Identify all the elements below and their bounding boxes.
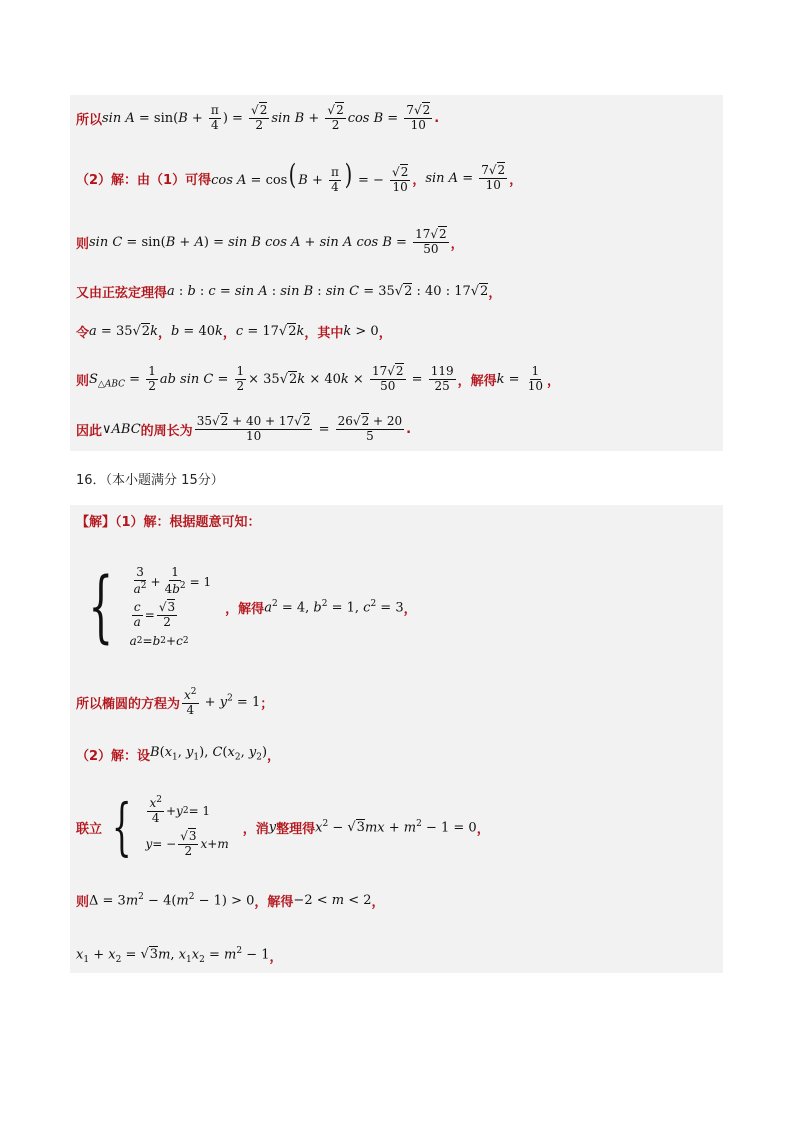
line-sinA: 所以 sin A = sin(B + $\frac{\pi}{4}$ ) = $\frac{√2}{2}$ sin B + $\frac{√2}{2}$ cos B = $\frac{7√2}{10}$ . xyxy=(76,102,440,132)
question-16-label: 16．（本小题满分 15分） xyxy=(76,472,224,488)
line-sine-law: 又由正弦定理得 a : b : c = sin A : sin B : sin C = 35√2 : 40 : 17√2 ， xyxy=(76,283,502,301)
line-system-1: { $\frac{3}{a^2}$ + $\frac{1}{4b^2}$ = 1 $\frac{c}{a}$ = $\frac{√3}{2}$ a 2 = b 2 + c 2 ，解得 $a^2 = 4$, $b^2 = 1$, $c^2 = 3$ ， xyxy=(88,562,417,652)
math-area: $S_{\triangle ABC}$ = $\frac{1}{2}$ ab sin C = $\frac{1}{2}$ × 35√2k × 40k × $\frac{17√2}{50}$ = $\frac{119}{25}$ xyxy=(89,363,454,393)
line-ellipse-equation: 所以椭圆的方程为 $\frac{x^2}{4}$ + $y^2 = 1$ ； xyxy=(76,686,274,717)
math-ellipse: $\frac{x^2}{4}$ + $y^2 = 1$ xyxy=(184,686,261,717)
math-sinC: sin C = sin(B + A) = sin B cos A + sin A cos B = $\frac{17√2}{50}$ xyxy=(89,226,447,256)
line-let-k: 令 a = 35√2k ， b = 40k ， c = 17√2k ，其中 k > 0 ， xyxy=(76,323,392,341)
math-points: $B(x_1$, $y_1$), $C(x_2$, $y_2$) xyxy=(150,745,268,763)
line-cosA: （2）解：由（1）可得 cos A = cos( B + $\frac{\pi}{4}$ ) = − $\frac{√2}{10}$ ， sin A = $\frac{7√2}{10}$ ， xyxy=(76,158,523,195)
math-vieta: $x_1 + x_2 = √3m$, $x_1x_2 = m^2 - 1$ xyxy=(76,945,270,965)
math-sine-law: a : b : c = sin A : sin B : sin C = 35√2 : 40 : 17√2 xyxy=(167,283,489,299)
line-set-points: （2）解：设 $B(x_1$, $y_1$), $C(x_2$, $y_2$) ， xyxy=(76,745,281,764)
math-perimeter: $\frac{35√2 + 40 + 17√2}{10}$ = $\frac{26√2 + 20}{5}$ xyxy=(196,413,403,443)
line-area: 则 $S_{\triangle ABC}$ = $\frac{1}{2}$ ab sin C = $\frac{1}{2}$ × 35√2k × 40k × $\frac{17√2}{50}$ = $\frac{119}{25}$ ，解得 k = $\frac{1}{10}$ ， xyxy=(76,363,560,393)
line-solution-intro: 【解】（1）解：根据题意可知： xyxy=(76,514,261,530)
equation-system-2: $\frac{x^2}{4}$ + y 2 = 1 y = − $\frac{√3}{2}$ x + m xyxy=(145,795,229,858)
math-discriminant: $\Delta = 3m^2 - 4(m^2 - 1) > 0$ xyxy=(89,891,255,909)
line-system-2: 联立 { $\frac{x^2}{4}$ + y 2 = 1 y = − $\frac{√3}{2}$ x + m ，消 y 整理得 $x^2 - √3mx + m^2 - 1 = 0$ ， xyxy=(76,790,490,863)
equation-system-1: $\frac{3}{a^2}$ + $\frac{1}{4b^2}$ = 1 $\frac{c}{a}$ = $\frac{√3}{2}$ a 2 = b 2 + c 2 xyxy=(129,565,212,648)
left-brace-icon: { xyxy=(111,790,132,863)
math-cosA: cos A = cos( B + $\frac{\pi}{4}$ ) = − $\frac{√2}{10}$ xyxy=(211,158,409,195)
left-brace-icon: { xyxy=(88,562,114,652)
line-perimeter: 因此 ∨ABC 的周长为 $\frac{35√2 + 40 + 17√2}{10}$ = $\frac{26√2 + 20}{5}$ . xyxy=(76,413,412,443)
line-vieta: $x_1 + x_2 = √3m$, $x_1x_2 = m^2 - 1$ ， xyxy=(76,945,283,965)
math-sinA-2: sin A = $\frac{7√2}{10}$ xyxy=(425,162,506,192)
line-discriminant: 则 $\Delta = 3m^2 - 4(m^2 - 1) > 0$ ，解得 −2 < m < 2 ， xyxy=(76,891,385,910)
math-sinA: sin A = sin(B + $\frac{\pi}{4}$ ) = $\frac{√2}{2}$ sin B + $\frac{√2}{2}$ cos B = $\frac{7√2}{10}$ xyxy=(102,102,431,132)
line-sinC: 则 sin C = sin(B + A) = sin B cos A + sin A cos B = $\frac{17√2}{50}$ ， xyxy=(76,226,464,256)
